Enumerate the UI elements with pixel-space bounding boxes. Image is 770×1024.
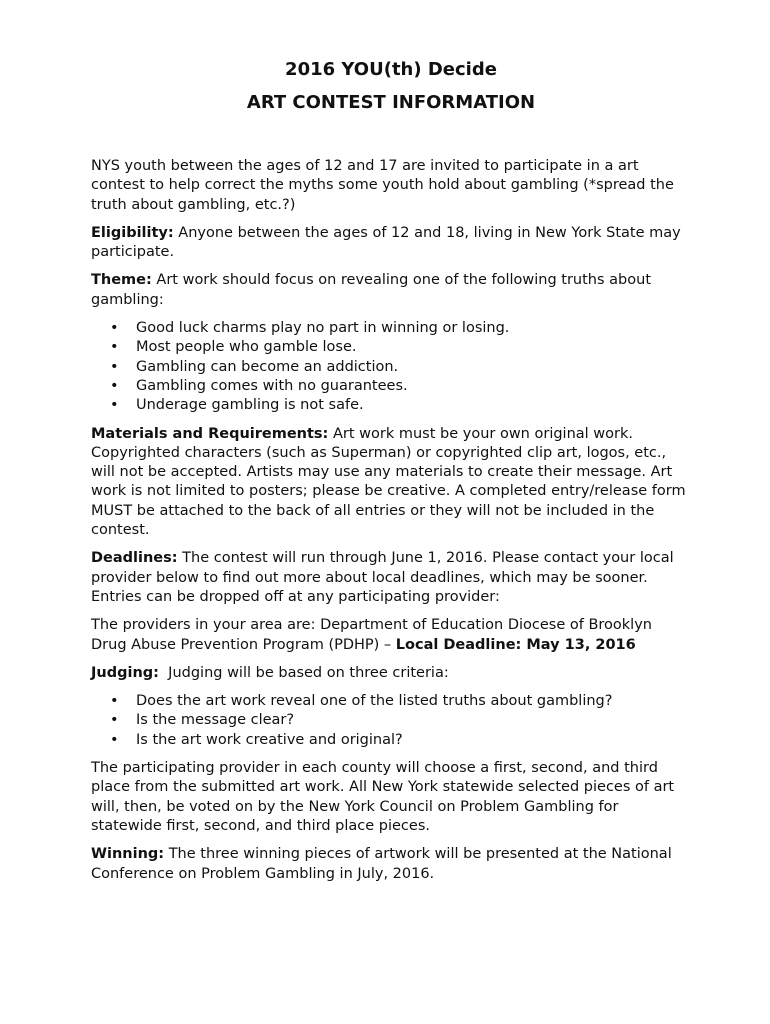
list-item: • Gambling comes with no guarantees. xyxy=(91,377,691,396)
providers-paragraph xyxy=(91,616,691,655)
judging-paragraph xyxy=(91,664,691,683)
bullet-icon: • xyxy=(110,693,119,710)
intro-paragraph: NYS youth between the ages of 12 and 17 are invited to participate in a art contest to help correct the myths some youth hold about gambling (*spread the truth about gambling, etc.?) xyxy=(91,158,674,213)
list-item: • Is the art work creative and original? xyxy=(91,731,691,750)
eligibility-label: Eligibility: xyxy=(91,224,174,241)
winning-paragraph xyxy=(91,845,691,884)
deadlines-label: Deadlines: xyxy=(91,550,178,567)
providers-text: The providers in your area are: Department of Education Diocese of Brooklyn Drug Abuse Prevention Program (PDHP) – xyxy=(91,617,652,653)
winning-text: The three winning pieces of artwork will be presented at the National Conference on Problem Gambling in July, 2016. xyxy=(91,846,672,882)
winning-label: Winning: xyxy=(91,846,165,863)
bullet-icon: • xyxy=(110,712,119,729)
bullet-icon: • xyxy=(110,320,119,337)
list-item: • Good luck charms play no part in winning or losing. xyxy=(91,319,691,338)
truths-list xyxy=(91,319,691,415)
list-item: • Is the message clear? xyxy=(91,711,691,730)
bullet-icon: • xyxy=(110,358,119,375)
selection-paragraph: The participating provider in each county will choose a first, second, and third place from the submitted art work. All New York statewide selected pieces of art will, then, be voted on by the New York Council on Problem Gambling for statewide first, second, and third place pieces. xyxy=(91,760,675,834)
materials-paragraph xyxy=(91,425,691,541)
judging-label: Judging: xyxy=(91,664,159,681)
eligibility-text: Anyone between the ages of 12 and 18, living in New York State may participate. xyxy=(91,224,681,261)
eligibility-paragraph xyxy=(91,224,691,263)
materials-text: Art work must be your own original work. Copyrighted characters (such as Superman) or copyrighted clip art, logos, etc., will not be accepted. Artists may use any materials to create their message. Art work is not limited to posters; please be creative. A completed entry/release form MUST be attached to the back of all entries or they will not be included in the contest. xyxy=(91,425,686,539)
theme-text: Art work should focus on revealing one of the following truths about gambling: xyxy=(91,272,651,308)
list-item: • Most people who gamble lose. xyxy=(91,338,691,357)
list-item: • Gambling can become an addiction. xyxy=(91,358,691,377)
bullet-icon: • xyxy=(110,397,119,414)
local-deadline: Local Deadline: May 13, 2016 xyxy=(395,636,636,653)
theme-label: Theme: xyxy=(91,272,152,289)
document-page xyxy=(91,58,691,893)
list-item: • Underage gambling is not safe. xyxy=(91,396,691,415)
materials-label: Materials and Requirements: xyxy=(91,425,329,442)
list-item: • Does the art work reveal one of the listed truths about gambling? xyxy=(91,692,691,711)
document-subtitle: ART CONTEST INFORMATION xyxy=(246,92,536,113)
bullet-icon: • xyxy=(110,377,119,394)
theme-paragraph xyxy=(91,271,691,310)
bullet-icon: • xyxy=(110,731,119,748)
bullet-icon: • xyxy=(110,339,119,356)
document-title: 2016 YOU(th) Decide xyxy=(285,59,497,80)
criteria-list xyxy=(91,692,691,750)
deadlines-text: The contest will run through June 1, 2016. Please contact your local provider below to find out more about local deadlines, which may be sooner. Entries can be dropped off at any participating provider: xyxy=(91,550,674,605)
deadlines-paragraph xyxy=(91,549,691,607)
judging-text: Judging will be based on three criteria: xyxy=(158,664,449,681)
